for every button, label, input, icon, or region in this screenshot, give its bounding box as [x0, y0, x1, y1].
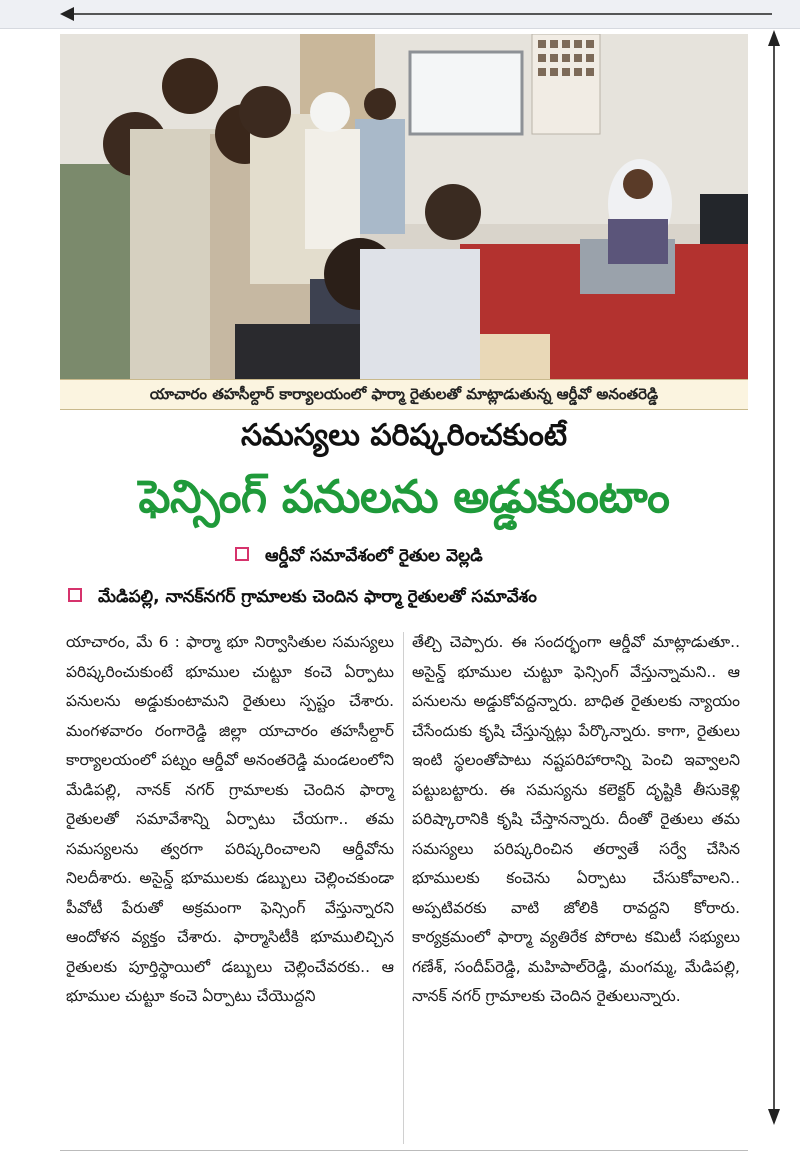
square-bullet-icon — [235, 547, 249, 561]
subheading-2-text: మేడిపల్లి, నానక్‌నగర్ గ్రామాలకు చెందిన ఫార్మా రైతులతో సమావేశం — [98, 587, 537, 607]
body-column-right — [412, 628, 740, 1012]
scroll-down-icon — [768, 1109, 780, 1125]
body-paragraph: యాచారం, మే 6 : ఫార్మా భూ నిర్వాసితుల సమస్యలు పరిష్కరించుకుంటే భూముల చుట్టూ కంచె ఏర్పాటు పనులను అడ్డుకుంటామని రైతులు స్పష్టం చేశారు. మంగళవారం రంగారెడ్డి జిల్లా యాచారం తహసీల్దార్ కార్యాలయంలో పట్నం ఆర్డీవో అనంతరెడ్డి మండలంలోని మేడిపల్లి, నానక్ నగర్ గ్రామాలకు చెందిన ఫార్మా రైతులతో సమావేశాన్ని ఏర్పాటు చేయగా.. తమ సమస్యలను త్వరగా పరిష్కరించాలని ఆర్డీవోను నిలదీశారు. అసైన్డ్ భూములకు డబ్బులు చెల్లించకుండా పీవోటీ పేరుతో అక్రమంగా ఫెన్సింగ్ వేస్తున్నారని ఆందోళన వ్యక్తం చేశారు. ఫార్మాసిటీకి భూములిచ్చిన రైతులకు పూర్తిస్థాయిలో డబ్బులు చెల్లించేవరకు.. ఆ భూముల చుట్టూ కంచె ఏర్పాటు చేయొద్దని — [66, 633, 394, 1005]
square-bullet-icon — [68, 588, 82, 602]
body-paragraph: తేల్చి చెప్పారు. ఈ సందర్భంగా ఆర్డీవో మాట్లాడుతూ.. అసైన్డ్ భూముల చుట్టూ ఫెన్సింగ్ వేస్తున్నామని.. ఆ పనులను అడ్డుకోవద్దన్నారు. బాధిత రైతులకు న్యాయం చేసేందుకు కృషి చేస్తున్నట్లు పేర్కొన్నారు. కాగా, రైతులు ఇంటి స్థలంతోపాటు నష్టపరిహారాన్ని పెంచి ఇవ్వాలని పట్టుబట్టారు. ఈ సమస్యను కలెక్టర్ దృష్టికి తీసుకెళ్లి పరిష్కారానికి కృషి చేస్తానన్నారు. దీంతో రైతులు తమ సమస్యలు పరిష్కరించిన తర్వాతే సర్వే చేసిన భూములకు కంచెను ఏర్పాటు చేసుకోవాలని.. అప్పటివరకు వాటి జోలికి రావద్దని కోరారు. కార్యక్రమంలో ఫార్మా వ్యతిరేక పోరాట కమిటీ సభ్యులు గణేశ్, సందీప్‌రెడ్డి, మహిపాల్‌రెడ్డి, మంగమ్మ, మేడిపల్లి, నానక్ నగర్ గ్రామాలకు చెందిన రైతులున్నారు. — [412, 633, 740, 1005]
photo-caption: యాచారం తహసీల్దార్ కార్యాలయంలో ఫార్మా రైతులతో మాట్లాడుతున్న ఆర్డీవో అనంతరెడ్డి — [60, 379, 748, 410]
article-photo — [60, 34, 748, 379]
subheading-2 — [68, 583, 537, 611]
viewer-toolbar — [0, 0, 800, 29]
subheading-1-text: ఆర్డీవో సమావేశంలో రైతుల వెల్లడి — [265, 546, 483, 566]
article-headline: ఫెన్సింగ్ పనులను అడ్డుకుంటాం — [138, 470, 670, 523]
article-kicker: సమస్యలు పరిష్కరించకుంటే — [240, 418, 568, 453]
scroll-up-icon — [768, 30, 780, 46]
body-column-left — [66, 628, 394, 1012]
column-divider — [403, 632, 404, 1144]
bottom-divider — [60, 1150, 748, 1151]
back-arrow-icon[interactable] — [60, 4, 775, 24]
vertical-scrollbar[interactable] — [764, 30, 784, 1125]
subheading-1 — [235, 542, 483, 570]
office-meeting-photo — [60, 34, 748, 379]
